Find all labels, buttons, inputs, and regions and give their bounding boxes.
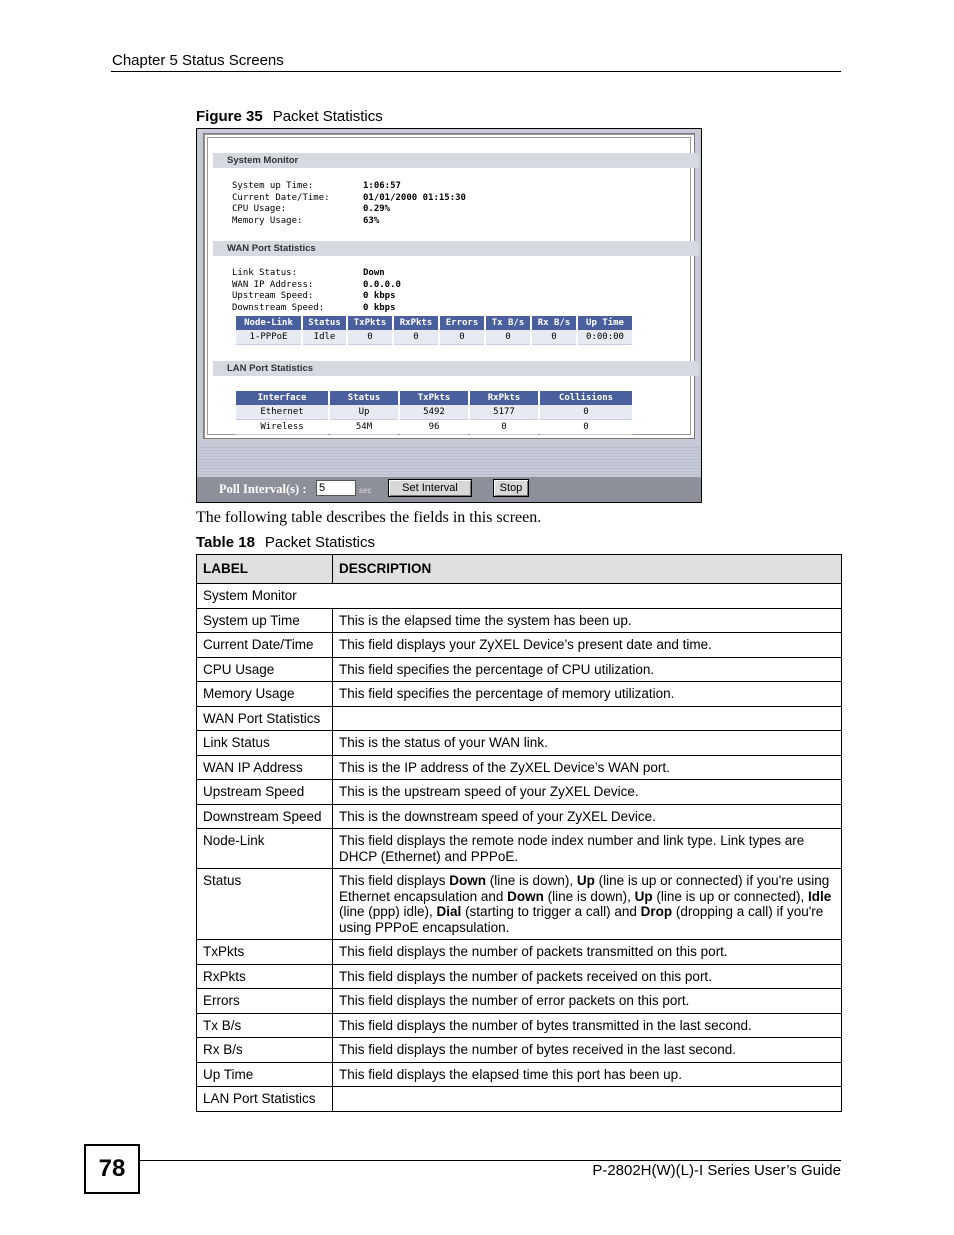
system-monitor-row: [232, 193, 466, 205]
row-label: LAN Port Statistics: [197, 1087, 333, 1112]
wan-table-cell: 0: [440, 330, 484, 345]
lan-table-cell: 54M: [330, 420, 398, 435]
wan-values: [232, 268, 401, 314]
status-keyword: Idle: [808, 888, 832, 904]
table-row: [197, 755, 842, 780]
table-row: [197, 584, 842, 609]
wan-table-row: [236, 330, 632, 345]
wan-table-cell: 0: [394, 330, 438, 345]
table-row: [197, 682, 842, 707]
row-description: This field displays the elapsed time this port has been up.: [333, 1062, 842, 1087]
row-label: Link Status: [197, 731, 333, 756]
background-stripes: [197, 447, 701, 477]
wan-table-header-row: [236, 316, 632, 330]
lan-table-column-header: TxPkts: [400, 391, 468, 405]
row-description: [333, 706, 842, 731]
wan-key: Link Status:: [232, 268, 298, 278]
status-panel-inner: [207, 137, 691, 435]
table-row: [197, 1062, 842, 1087]
wan-table-cell: Idle: [303, 330, 346, 345]
row-description: This field displays the number of packets transmitted on this port.: [333, 940, 842, 965]
table-row: [197, 804, 842, 829]
status-keyword: Up: [576, 873, 595, 888]
row-description: This field displays the number of error packets on this port.: [333, 989, 842, 1014]
lan-table-column-header: RxPkts: [470, 391, 538, 405]
description-text: (line is down),: [543, 888, 635, 904]
table-row: [197, 1087, 842, 1112]
wan-key: Upstream Speed:: [232, 291, 314, 301]
system-monitor-value: 0.29%: [363, 204, 391, 214]
table-caption: [196, 534, 375, 551]
table-row: [197, 940, 842, 965]
lan-table-cell: 0: [540, 405, 632, 420]
row-description: This field displays the number of bytes transmitted in the last second.: [333, 1013, 842, 1038]
lan-table-column-header: Collisions: [540, 391, 632, 405]
column-header-description: DESCRIPTION: [333, 555, 842, 584]
description-text: (line is down),: [486, 873, 577, 888]
row-label: Errors: [197, 989, 333, 1014]
system-monitor-key: Current Date/Time:: [232, 192, 330, 203]
description-text: (dropping a call) if you're using PPPoE encapsulation.: [339, 904, 824, 935]
wan-table-cell: 0:00:00: [578, 330, 632, 345]
wan-key: WAN IP Address:: [232, 279, 314, 290]
description-text: (starting to trigger a call) and: [461, 904, 641, 919]
wan-value: 0 kbps: [363, 302, 396, 313]
table-row: [197, 829, 842, 869]
row-label: Rx B/s: [197, 1038, 333, 1063]
table-row: [197, 964, 842, 989]
row-label: Node-Link: [197, 829, 333, 869]
wan-value: Down: [363, 268, 385, 278]
lan-table-cell: Up: [330, 405, 398, 420]
lan-table-row: [236, 420, 632, 435]
status-keyword: Up: [634, 888, 653, 904]
row-label: Upstream Speed: [197, 780, 333, 805]
row-description: This field specifies the percentage of CPU utilization.: [333, 657, 842, 682]
table-row: [197, 1038, 842, 1063]
wan-table-column-header: Tx B/s: [486, 316, 530, 330]
field-description-table: [196, 554, 842, 1112]
wan-row: [232, 268, 401, 280]
row-description: This is the elapsed time the system has been up.: [333, 608, 842, 633]
system-monitor-value: 63%: [363, 215, 380, 226]
table-row: [197, 731, 842, 756]
system-monitor-key: CPU Usage:: [232, 204, 287, 214]
table-row: [197, 989, 842, 1014]
lan-table-cell: 0: [540, 420, 632, 435]
row-description: This is the downstream speed of your ZyXEL Device.: [333, 804, 842, 829]
column-header-label: LABEL: [197, 555, 333, 584]
wan-value: 0 kbps: [363, 291, 396, 301]
system-monitor-row: [232, 204, 466, 216]
packet-statistics-screenshot: [196, 128, 702, 503]
system-monitor-row: [232, 216, 466, 228]
wan-stats-table: [234, 316, 634, 345]
wan-value: 0.0.0.0: [363, 279, 401, 290]
row-label: System Monitor: [197, 584, 842, 609]
row-label: Status: [197, 869, 333, 940]
wan-port-heading: WAN Port Statistics: [213, 241, 699, 256]
lan-table-header-row: [236, 391, 632, 405]
status-keyword: Down: [507, 888, 544, 904]
row-description: This field displays the number of bytes received in the last second.: [333, 1038, 842, 1063]
lan-table-row: [236, 405, 632, 420]
system-monitor-value: 01/01/2000 01:15:30: [363, 192, 466, 203]
lan-table-cell: 96: [400, 420, 468, 435]
stop-button[interactable]: Stop: [493, 479, 529, 497]
row-label: Downstream Speed: [197, 804, 333, 829]
wan-table-column-header: RxPkts: [394, 316, 438, 330]
wan-table-cell: 0: [532, 330, 576, 345]
table-row: [197, 633, 842, 658]
poll-interval-label: Poll Interval(s) :: [219, 482, 307, 496]
table-row: [197, 1013, 842, 1038]
row-description: This field specifies the percentage of memory utilization.: [333, 682, 842, 707]
wan-table-cell: 1-PPPoE: [236, 330, 301, 345]
table-row: [197, 706, 842, 731]
system-monitor-value: 1:06:57: [363, 181, 401, 191]
row-label: RxPkts: [197, 964, 333, 989]
table-row: [197, 608, 842, 633]
row-label: Current Date/Time: [197, 633, 333, 658]
poll-interval-unit: sec: [359, 486, 372, 495]
lan-table-cell: 5492: [400, 405, 468, 420]
lan-stats-table: [234, 391, 634, 435]
system-monitor-heading: System Monitor: [213, 153, 699, 168]
status-panel: [203, 133, 695, 439]
table-row: [197, 657, 842, 682]
row-description: [333, 869, 842, 940]
row-description: This is the IP address of the ZyXEL Device’s WAN port.: [333, 755, 842, 780]
lan-table-cell: Wireless: [236, 420, 328, 435]
wan-table-column-header: Rx B/s: [532, 316, 576, 330]
table-title: Packet Statistics: [264, 534, 375, 551]
table-row: [197, 780, 842, 805]
wan-table-column-header: Errors: [440, 316, 484, 330]
row-label: System up Time: [197, 608, 333, 633]
row-description: This field displays the number of packets received on this port.: [333, 964, 842, 989]
description-text: This field displays: [339, 873, 450, 888]
table-row: [197, 869, 842, 940]
chapter-header: Chapter 5 Status Screens: [112, 52, 284, 69]
system-monitor-key: System up Time:: [232, 181, 314, 191]
lan-port-heading: LAN Port Statistics: [213, 361, 699, 376]
row-label: WAN IP Address: [197, 755, 333, 780]
row-description: This field displays the remote node index number and link type. Link types are DHCP (Ethernet) and PPPoE.: [333, 829, 842, 869]
wan-table-column-header: TxPkts: [348, 316, 392, 330]
status-keyword: Down: [449, 873, 487, 888]
poll-interval-input[interactable]: 5: [316, 480, 356, 496]
lan-table-cell: 0: [470, 420, 538, 435]
row-label: WAN Port Statistics: [197, 706, 333, 731]
row-description: This is the upstream speed of your ZyXEL Device.: [333, 780, 842, 805]
row-label: Tx B/s: [197, 1013, 333, 1038]
row-description: This field displays your ZyXEL Device’s present date and time.: [333, 633, 842, 658]
lan-table-column-header: Status: [330, 391, 398, 405]
figure-caption: [196, 108, 383, 125]
wan-table-column-header: Status: [303, 316, 346, 330]
lan-table-column-header: Interface: [236, 391, 328, 405]
wan-table-cell: 0: [486, 330, 530, 345]
intro-text: The following table describes the fields in this screen.: [196, 509, 542, 526]
footer-rule: [140, 1160, 841, 1161]
row-label: CPU Usage: [197, 657, 333, 682]
status-keyword: Dial: [436, 904, 462, 919]
poll-interval-bar: [197, 477, 701, 502]
system-monitor-key: Memory Usage:: [232, 215, 303, 226]
wan-row: [232, 280, 401, 292]
row-label: Memory Usage: [197, 682, 333, 707]
system-monitor-values: [232, 181, 466, 227]
lan-table-cell: 5177: [470, 405, 538, 420]
guide-title: P-2802H(W)(L)-I Series User’s Guide: [592, 1162, 841, 1179]
wan-row: [232, 291, 401, 303]
wan-row: [232, 303, 401, 315]
description-text: (line is up or connected),: [652, 888, 809, 904]
figure-title: Packet Statistics: [272, 108, 383, 125]
wan-table-column-header: Up Time: [578, 316, 632, 330]
page-number: 78: [84, 1144, 140, 1194]
table-label: Table 18: [196, 534, 255, 551]
wan-table-column-header: Node-Link: [236, 316, 301, 330]
set-interval-button[interactable]: Set Interval: [388, 479, 472, 497]
row-label: Up Time: [197, 1062, 333, 1087]
row-description: [333, 1087, 842, 1112]
lan-table-cell: Ethernet: [236, 405, 328, 420]
wan-table-cell: 0: [348, 330, 392, 345]
system-monitor-row: [232, 181, 466, 193]
description-text: (line is up or connected) if you're using Ethernet encapsulation and: [339, 873, 830, 904]
description-text: (line (ppp) idle),: [339, 904, 437, 919]
row-description: This is the status of your WAN link.: [333, 731, 842, 756]
status-keyword: Drop: [640, 904, 673, 919]
row-label: TxPkts: [197, 940, 333, 965]
figure-label: Figure 35: [196, 108, 263, 125]
wan-key: Downstream Speed:: [232, 302, 325, 313]
header-rule: [111, 71, 841, 72]
